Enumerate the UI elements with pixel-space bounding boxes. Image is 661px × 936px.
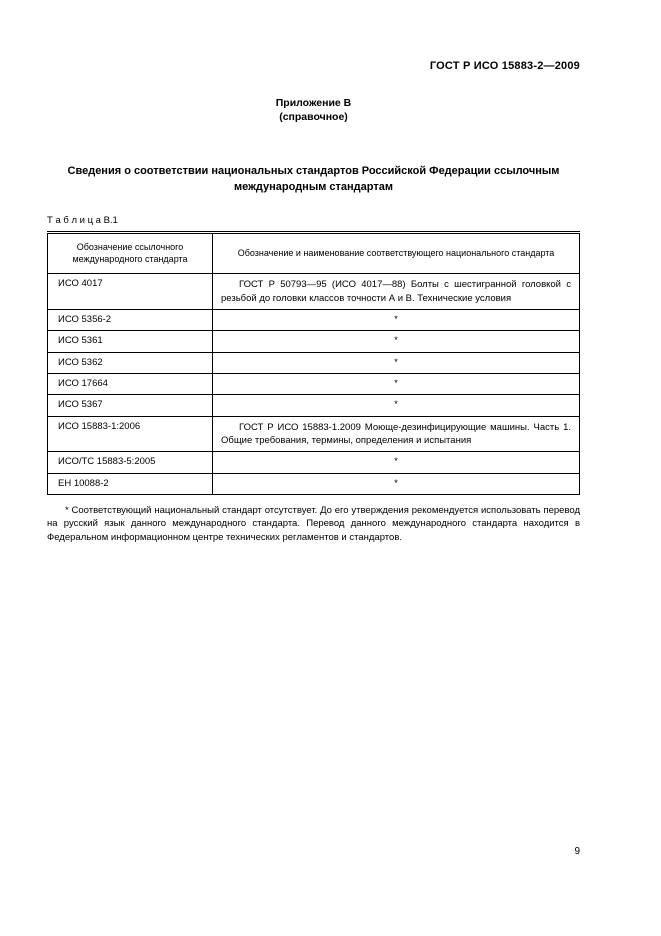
cell-international-standard: ИСО 4017	[48, 274, 213, 310]
cell-international-standard: ИСО 15883-1:2006	[48, 416, 213, 452]
table-footnote: * Соответствующий национальный стандарт отсутствует. До его утверждения рекомендуется использовать перевод на русский язык данного международного стандарта. Перевод данного международного стандарта находится в Федеральном информационном центре технических регламентов и стандартов.	[47, 505, 580, 543]
cell-national-standard: *	[213, 395, 580, 416]
appendix-title: Приложение В	[275, 97, 352, 109]
table-row	[48, 473, 580, 494]
page-number: 9	[574, 846, 580, 857]
section-title: Сведения о соответствии национальных стандартов Российской Федерации ссылочным международным стандартам	[67, 165, 560, 193]
column-header-national-standard: Обозначение и наименование соответствующего национального стандарта	[213, 233, 580, 274]
table-row	[48, 374, 580, 395]
cell-international-standard: ИСО/ТС 15883-5:2005	[48, 452, 213, 473]
table-row	[48, 331, 580, 352]
appendix-subtitle: (справочное)	[279, 110, 348, 123]
cell-national-standard: *	[213, 310, 580, 331]
table-row	[48, 452, 580, 473]
table-row	[48, 416, 580, 452]
standards-correspondence-table	[47, 231, 580, 495]
table-header-row	[48, 233, 580, 274]
table-label: Т а б л и ц а В.1	[47, 215, 118, 227]
table-row	[48, 274, 580, 310]
cell-national-standard: *	[213, 352, 580, 373]
cell-national-standard: *	[213, 452, 580, 473]
cell-national-standard: *	[213, 331, 580, 352]
cell-national-standard: *	[213, 473, 580, 494]
cell-international-standard: ИСО 5362	[48, 352, 213, 373]
column-header-international-standard: Обозначение ссылочного международного стандарта	[48, 233, 213, 274]
table-row	[48, 310, 580, 331]
cell-international-standard: ИСО 5367	[48, 395, 213, 416]
cell-international-standard: ИСО 5356-2	[48, 310, 213, 331]
table-row	[48, 352, 580, 373]
cell-international-standard: ИСО 17664	[48, 374, 213, 395]
cell-national-standard: ГОСТ Р 50793—95 (ИСО 4017—88) Болты с шестигранной головкой с резьбой до головки классов точности А и В. Технические условия	[213, 274, 580, 310]
appendix-heading	[47, 97, 580, 124]
document-header: ГОСТ Р ИСО 15883-2—2009	[429, 60, 580, 72]
cell-international-standard: ИСО 5361	[48, 331, 213, 352]
cell-international-standard: ЕН 10088-2	[48, 473, 213, 494]
table-row	[48, 395, 580, 416]
cell-national-standard: *	[213, 374, 580, 395]
cell-national-standard: ГОСТ Р ИСО 15883-1.2009 Моюще-дезинфицирующие машины. Часть 1. Общие требования, термины, определения и испытания	[213, 416, 580, 452]
